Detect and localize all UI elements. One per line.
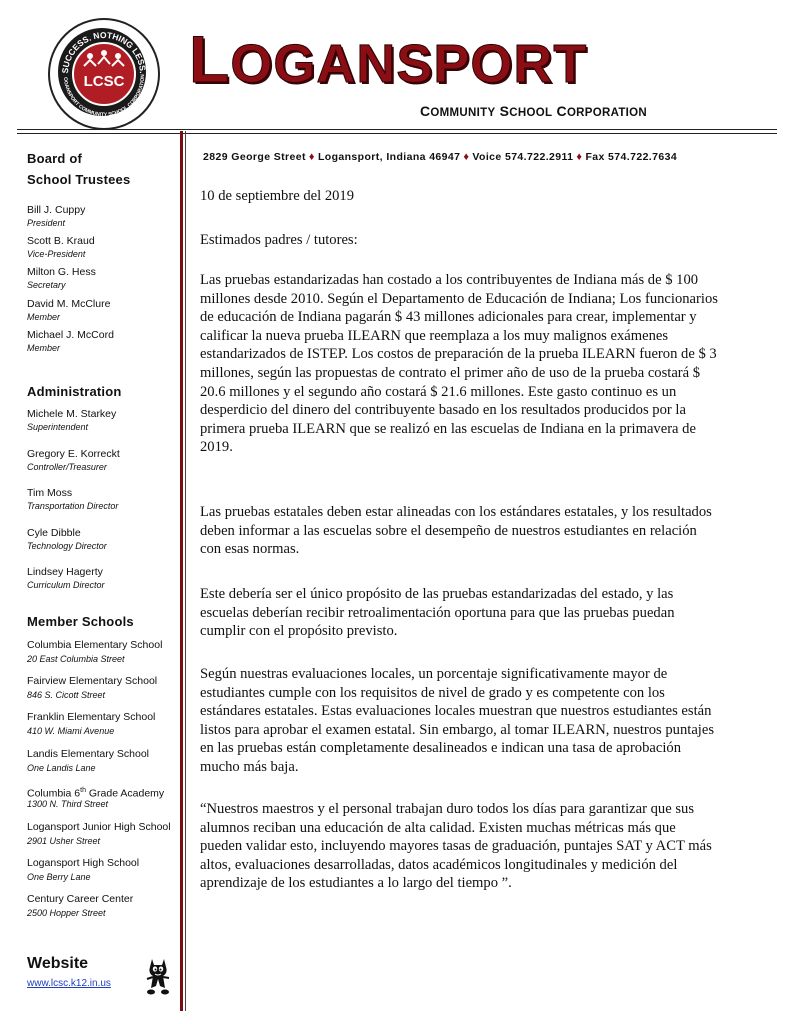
admin-name: Gregory E. Korreckt <box>27 448 120 460</box>
school-address: 2901 Usher Street <box>27 836 101 846</box>
sidebar-divider-thin <box>185 131 186 1011</box>
school-address: 410 W. Miami Avenue <box>27 726 115 736</box>
school-name: Franklin Elementary School <box>27 711 156 723</box>
svg-text:SUCCESS. NOTHING LESS.: SUCCESS. NOTHING LESS. <box>59 29 149 74</box>
school-name: Logansport High School <box>27 857 140 869</box>
svg-text:LCSC: LCSC <box>83 73 125 90</box>
school-address: 1300 N. Third Street <box>27 799 109 809</box>
board-member-name: Michael J. McCord <box>27 329 114 341</box>
admin-role: Transportation Director <box>27 501 119 511</box>
admin-name: Lindsey Hagerty <box>27 566 103 578</box>
letter-paragraph: “Nuestros maestros y el personal trabajan duro todos los días para garantizar que sus alumnos reciban una educación de alta calidad. Existen muchas métricas más que pueden validar esto, incluyendo mayores tasas de graduación, puntajes SAT y ACT más altos, evaluaciones desarrolladas, datos académicos longitudinales y medición del aprendizaje de los estudiantes a lo largo del tiempo ”. <box>200 801 712 892</box>
letter-date: 10 de septiembre del 2019 <box>200 188 355 204</box>
sidebar-divider <box>180 131 183 1011</box>
fax-number: Fax 574.722.7634 <box>585 151 678 163</box>
administration-heading: Administration <box>27 384 122 399</box>
board-member-name: Scott B. Kraud <box>27 235 95 247</box>
header-rule-2 <box>17 133 777 134</box>
school-name: Logansport Junior High School <box>27 821 171 833</box>
district-subtitle: COMMUNITY SCHOOL CORPORATION <box>420 103 648 119</box>
school-address: 2500 Hopper Street <box>27 908 106 918</box>
board-member-role: Member <box>27 312 61 322</box>
svg-text:LOGANSPORT COMMUNITY SCHOOL CO: OGANSPORT COMMUNITY SCHOOL CORPORATION <box>61 74 147 119</box>
board-member-role: Member <box>27 343 61 353</box>
school-address: 20 East Columbia Street <box>27 654 125 664</box>
admin-name: Michele M. Starkey <box>27 408 117 420</box>
admin-name: Cyle Dibble <box>27 527 81 539</box>
admin-role: Superintendent <box>27 422 89 432</box>
school-address: 846 S. Cicott Street <box>27 690 106 700</box>
admin-name: Tim Moss <box>27 487 73 499</box>
district-title: LOGANSPORT <box>189 22 588 96</box>
school-name: Columbia 6th Grade Academy <box>27 787 165 800</box>
board-heading: Board of School Trustees <box>27 151 131 187</box>
school-name: Century Career Center <box>27 893 134 905</box>
letter-paragraph: Las pruebas estandarizadas han costado a los contribuyentes de Indiana más de $ 100 millones desde 2010. Según el Departamento de Educación de Indiana; Los funcionarios de educación de Indiana pagarán $ 43 millones adicionales para crear, implementar y calificar la nueva prueba ILEARN que reemplaza a los muy malignos exámenes estandarizados de ISTEP. Los costos de preparación de la prueba ILEARN fueron de $ 3 millones, según las propuestas de contrato el primer año de uso de la prueba costará $ 20.6 millones y el segundo año costará $ 21.6 millones. Este gasto continuo es un desperdicio del dinero del contribuyente basado en los resultados producidos por la primera prueba ILEARN que se realizó en las escuelas de Indiana en la primavera de 2019. <box>200 272 718 456</box>
school-name: Landis Elementary School <box>27 748 149 760</box>
school-name: Fairview Elementary School <box>27 675 158 687</box>
street-address: 2829 George Street <box>203 151 306 163</box>
board-member-role: President <box>27 218 66 228</box>
diamond-separator-icon: ♦ <box>576 151 583 163</box>
board-member-name: David M. McClure <box>27 298 111 310</box>
admin-role: Technology Director <box>27 541 107 551</box>
letter-salutation: Estimados padres / tutores: <box>200 232 358 248</box>
lcsc-seal-logo <box>48 18 160 130</box>
voice-number: Voice 574.722.2911 <box>472 151 574 163</box>
school-name: Columbia Elementary School <box>27 639 163 651</box>
board-member-role: Secretary <box>27 280 66 290</box>
board-member-role: Vice-President <box>27 249 86 259</box>
board-member-name: Milton G. Hess <box>27 266 96 278</box>
letter-paragraph: Según nuestras evaluaciones locales, un porcentaje significativamente mayor de estudiantes cumple con los requisitos de nivel de grado y es competente con los estándares estatales. Estas evaluaciones locales muestran que nuestros estudiantes están listos para aprobar el examen estatal. Sin embargo, al tomar ILEARN, nuestros puntajes en las pruebas están completamente desalineados e indican una tasa de aprobación mucho más baja. <box>200 666 715 775</box>
admin-role: Curriculum Director <box>27 580 105 590</box>
admin-role: Controller/Treasurer <box>27 462 107 472</box>
school-address: One Berry Lane <box>27 872 91 882</box>
school-address: One Landis Lane <box>27 763 96 773</box>
header-rule <box>17 129 777 130</box>
letter-paragraph: Las pruebas estatales deben estar alineadas con los estándares estatales, y los resultados deben informar a las escuelas sobre el desempeño de nuestros estudiantes en relación con esas normas. <box>200 504 712 558</box>
cat-mascot-icon <box>143 955 173 997</box>
city-address: Logansport, Indiana 46947 <box>317 151 461 163</box>
website-heading: Website <box>27 955 89 972</box>
website-link[interactable]: www.lcsc.k12.in.us <box>27 978 111 989</box>
diamond-separator-icon: ♦ <box>308 151 315 163</box>
diamond-separator-icon: ♦ <box>463 151 470 163</box>
board-member-name: Bill J. Cuppy <box>27 204 86 216</box>
letter-paragraph: Este debería ser el único propósito de las pruebas estandarizadas del estado, y las escuelas deberían recibir retroalimentación oportuna para que las pruebas puedan cumplir con el propósito previsto. <box>200 586 675 640</box>
contact-address-line <box>203 151 677 163</box>
member-schools-heading: Member Schools <box>27 614 134 629</box>
